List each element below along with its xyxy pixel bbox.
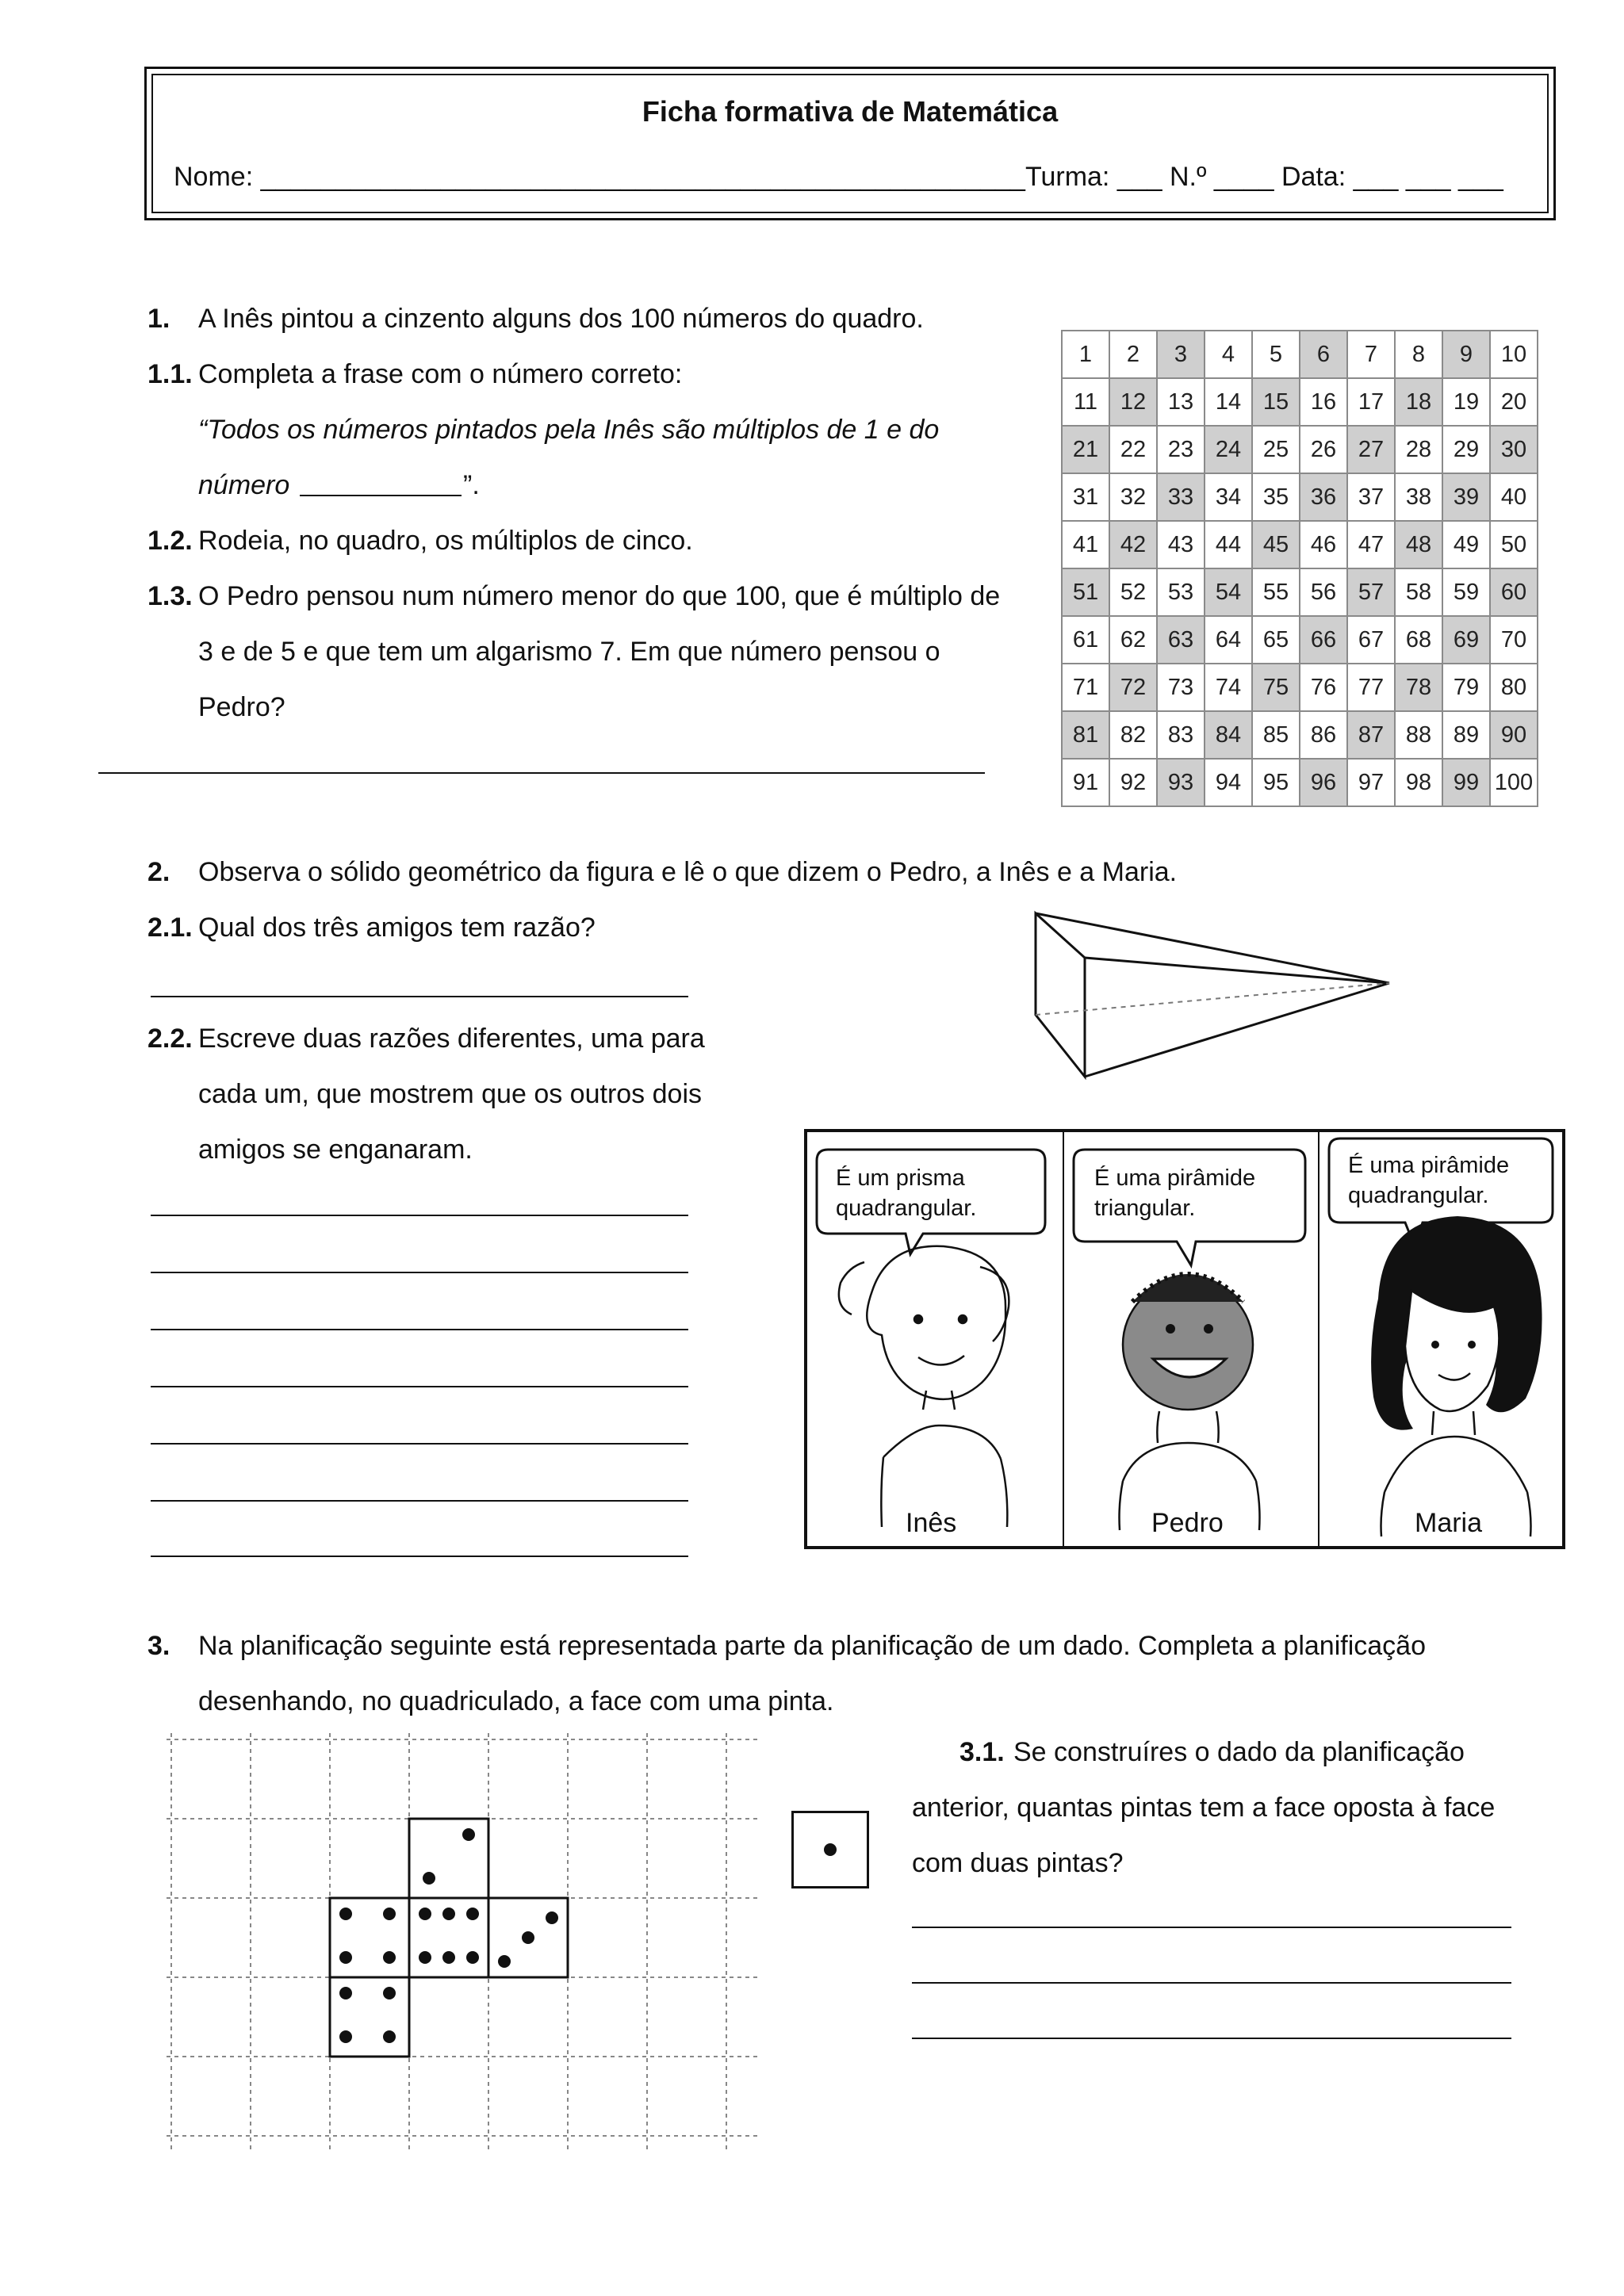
grid-cell[interactable]: 98: [1395, 759, 1442, 806]
grid-cell[interactable]: 46: [1300, 521, 1347, 568]
grid-cell[interactable]: 54: [1205, 568, 1252, 616]
pip: [383, 1951, 396, 1964]
grid-cell[interactable]: 99: [1442, 759, 1490, 806]
grid-cell[interactable]: 27: [1347, 426, 1395, 473]
pip: [339, 1951, 352, 1964]
grid-cell[interactable]: 74: [1205, 664, 1252, 711]
pip: [339, 1987, 352, 1999]
q2-1-text: Qual dos três amigos tem razão?: [198, 913, 596, 943]
grid-cell[interactable]: 85: [1252, 711, 1300, 759]
dice-net-faces: [330, 1819, 568, 2057]
grid-cell[interactable]: 24: [1205, 426, 1252, 473]
grid-cell[interactable]: 88: [1395, 711, 1442, 759]
pip: [462, 1828, 475, 1841]
maria-bubble-line2: quadrangular.: [1348, 1183, 1489, 1208]
grid-cell[interactable]: 42: [1109, 521, 1157, 568]
grid-cell[interactable]: 16: [1300, 378, 1347, 426]
grid-cell[interactable]: 17: [1347, 378, 1395, 426]
pedro-label: Pedro: [1151, 1508, 1224, 1538]
pip: [522, 1931, 534, 1944]
grid-cell[interactable]: 56: [1300, 568, 1347, 616]
grid-cell[interactable]: 81: [1062, 711, 1109, 759]
grid-cell[interactable]: 32: [1109, 473, 1157, 521]
grid-cell[interactable]: 93: [1157, 759, 1205, 806]
q1-3-answer-line[interactable]: [98, 772, 985, 774]
pedro-bubble-line1: É uma pirâmide: [1094, 1165, 1256, 1191]
pip: [442, 1908, 455, 1920]
grid-cell[interactable]: 76: [1300, 664, 1347, 711]
q2-2-answer-line[interactable]: [151, 1329, 688, 1330]
pip: [383, 2030, 396, 2043]
header-box: [144, 67, 1556, 220]
grid-cell[interactable]: 75: [1252, 664, 1300, 711]
q2-2-line1: Escreve duas razões diferentes, uma para: [198, 1024, 705, 1054]
grid-cell[interactable]: 9: [1442, 331, 1490, 378]
grid-cell[interactable]: 26: [1300, 426, 1347, 473]
grid-cell[interactable]: 6: [1300, 331, 1347, 378]
grid-cell[interactable]: 91: [1062, 759, 1109, 806]
worksheet-title: Ficha formativa de Matemática: [642, 95, 1059, 128]
grid-cell[interactable]: 73: [1157, 664, 1205, 711]
q1-1-answer-blank[interactable]: [300, 495, 462, 496]
grid-cell[interactable]: 44: [1205, 521, 1252, 568]
q3-1-number: 3.1.: [959, 1737, 1005, 1767]
pedro-drawing: [1120, 1274, 1260, 1530]
q2-2-line3: amigos se enganaram.: [198, 1135, 473, 1165]
grid-cell[interactable]: 53: [1157, 568, 1205, 616]
grid-cell[interactable]: 60: [1490, 568, 1538, 616]
grid-cell[interactable]: 96: [1300, 759, 1347, 806]
grid-cell[interactable]: 63: [1157, 616, 1205, 664]
pip: [419, 1951, 431, 1964]
grid-cell[interactable]: 92: [1109, 759, 1157, 806]
ines-drawing: [839, 1246, 1009, 1527]
grid-cell[interactable]: 30: [1490, 426, 1538, 473]
pedro-bubble-line2: triangular.: [1094, 1196, 1196, 1221]
q3-line1: Na planificação seguinte está representada parte da planificação de um dado. Completa a planificação: [198, 1631, 1426, 1661]
q2-1-number: 2.1.: [147, 913, 193, 943]
pip: [423, 1872, 435, 1885]
grid-cell[interactable]: 19: [1442, 378, 1490, 426]
student-info-line: Nome: ___________________________________________________Turma: ___ N.º ____ Data: ___ ___ ___: [174, 162, 1503, 192]
grid-cell[interactable]: 87: [1347, 711, 1395, 759]
q1-text: A Inês pintou a cinzento alguns dos 100 números do quadro.: [198, 304, 924, 334]
grid-cell[interactable]: 90: [1490, 711, 1538, 759]
q3-1-line2: anterior, quantas pintas tem a face oposta à face: [912, 1793, 1496, 1823]
grid-cell[interactable]: 62: [1109, 616, 1157, 664]
grid-cell[interactable]: 94: [1205, 759, 1252, 806]
maria-drawing: [1371, 1216, 1542, 1536]
q2-2-answer-line[interactable]: [151, 1500, 688, 1502]
grid-cell[interactable]: 3: [1157, 331, 1205, 378]
grid-cell[interactable]: 69: [1442, 616, 1490, 664]
q3-1-answer-line[interactable]: [912, 2038, 1511, 2039]
grid-cell[interactable]: 23: [1157, 426, 1205, 473]
q2-1-answer-line[interactable]: [151, 996, 688, 997]
q1-1-quote-line1: “Todos os números pintados pela Inês são múltiplos de 1 e do: [198, 415, 940, 445]
grid-cell[interactable]: 78: [1395, 664, 1442, 711]
q1-1-quote-word: número: [198, 470, 290, 500]
grid-cell[interactable]: 5: [1252, 331, 1300, 378]
grid-cell[interactable]: 36: [1300, 473, 1347, 521]
q1-3-line1: O Pedro pensou num número menor do que 100, que é múltiplo de: [198, 581, 1001, 611]
q3-number: 3.: [147, 1631, 170, 1661]
pip: [383, 1908, 396, 1920]
pip: [383, 1987, 396, 1999]
grid-cell[interactable]: 72: [1109, 664, 1157, 711]
q2-text: Observa o sólido geométrico da figura e lê o que dizem o Pedro, a Inês e a Maria.: [198, 857, 1178, 887]
grid-cell[interactable]: 82: [1109, 711, 1157, 759]
grid-cell[interactable]: 67: [1347, 616, 1395, 664]
pip: [419, 1908, 431, 1920]
grid-cell[interactable]: 48: [1395, 521, 1442, 568]
q2-number: 2.: [147, 857, 170, 887]
grid-cell[interactable]: 29: [1442, 426, 1490, 473]
grid-cell[interactable]: 52: [1109, 568, 1157, 616]
q1-1-number: 1.1.: [147, 359, 193, 389]
ines-bubble-line2: quadrangular.: [836, 1196, 977, 1221]
grid-cell[interactable]: 80: [1490, 664, 1538, 711]
q1-3-number: 1.3.: [147, 581, 193, 611]
grid-cell[interactable]: 14: [1205, 378, 1252, 426]
grid-cell[interactable]: 57: [1347, 568, 1395, 616]
grid-cell[interactable]: 31: [1062, 473, 1109, 521]
q2-2-number: 2.2.: [147, 1024, 193, 1054]
pip: [498, 1955, 511, 1968]
q2-2-line2: cada um, que mostrem que os outros dois: [198, 1079, 702, 1109]
die-face-two: [409, 1819, 488, 1898]
q2-2-answer-line[interactable]: [151, 1215, 688, 1216]
grid-cell[interactable]: 39: [1442, 473, 1490, 521]
q2-2-answer-line[interactable]: [151, 1386, 688, 1387]
grid-cell[interactable]: 71: [1062, 664, 1109, 711]
grid-cell[interactable]: 49: [1442, 521, 1490, 568]
grid-cell[interactable]: 89: [1442, 711, 1490, 759]
grid-cell[interactable]: 40: [1490, 473, 1538, 521]
grid-cell[interactable]: 68: [1395, 616, 1442, 664]
q1-1-quote-end: ”.: [463, 470, 480, 500]
grid-cell[interactable]: 33: [1157, 473, 1205, 521]
grid-cell[interactable]: 95: [1252, 759, 1300, 806]
grid-cell[interactable]: 61: [1062, 616, 1109, 664]
q1-2-text: Rodeia, no quadro, os múltiplos de cinco.: [198, 526, 693, 556]
pip: [546, 1911, 558, 1924]
q3-1-answer-line[interactable]: [912, 1982, 1511, 1984]
maria-label: Maria: [1415, 1508, 1483, 1538]
grid-cell[interactable]: 15: [1252, 378, 1300, 426]
ines-bubble-line1: É um prisma: [836, 1165, 965, 1191]
grid-cell[interactable]: 47: [1347, 521, 1395, 568]
pip: [442, 1951, 455, 1964]
q2-2-answer-line[interactable]: [151, 1272, 688, 1273]
grid-cell[interactable]: 37: [1347, 473, 1395, 521]
dice-net-grid[interactable]: [167, 1733, 766, 2161]
grid-cell[interactable]: 21: [1062, 426, 1109, 473]
grid-cell[interactable]: 100: [1490, 759, 1538, 806]
grid-cell[interactable]: 97: [1347, 759, 1395, 806]
q2-2-answer-line[interactable]: [151, 1443, 688, 1445]
grid-cell[interactable]: 4: [1205, 331, 1252, 378]
q3-1-line3: com duas pintas?: [912, 1848, 1124, 1878]
pip: [466, 1951, 479, 1964]
grid-cell[interactable]: 41: [1062, 521, 1109, 568]
pip: [339, 1908, 352, 1920]
grid-cell[interactable]: 28: [1395, 426, 1442, 473]
grid-cell[interactable]: 25: [1252, 426, 1300, 473]
grid-cell[interactable]: 50: [1490, 521, 1538, 568]
q1-3-line3: Pedro?: [198, 692, 285, 722]
grid-cell[interactable]: 20: [1490, 378, 1538, 426]
grid-cell[interactable]: 55: [1252, 568, 1300, 616]
grid-cell[interactable]: 13: [1157, 378, 1205, 426]
grid-cell[interactable]: 83: [1157, 711, 1205, 759]
q3-line2: desenhando, no quadriculado, a face com uma pinta.: [198, 1686, 834, 1716]
grid-cell[interactable]: 38: [1395, 473, 1442, 521]
q1-3-line2: 3 e de 5 e que tem um algarismo 7. Em que número pensou o: [198, 637, 940, 667]
die-face-one-pip: [791, 1811, 869, 1888]
q2-2-answer-line[interactable]: [151, 1556, 688, 1557]
triangular-prism-figure: [1023, 904, 1404, 1086]
q1-1-text: Completa a frase com o número correto:: [198, 359, 683, 389]
grid-cell[interactable]: 2: [1109, 331, 1157, 378]
grid-cell[interactable]: 18: [1395, 378, 1442, 426]
hundred-chart: [1061, 330, 1538, 807]
pip: [466, 1908, 479, 1920]
maria-bubble-line1: É uma pirâmide: [1348, 1153, 1510, 1178]
q1-2-number: 1.2.: [147, 526, 193, 556]
grid-cell[interactable]: 11: [1062, 378, 1109, 426]
q3-1-answer-line[interactable]: [912, 1927, 1511, 1928]
grid-cell[interactable]: 1: [1062, 331, 1109, 378]
grid-cell[interactable]: 35: [1252, 473, 1300, 521]
grid-cell[interactable]: 8: [1395, 331, 1442, 378]
pip: [824, 1843, 837, 1856]
grid-cell[interactable]: 22: [1109, 426, 1157, 473]
grid-cell[interactable]: 45: [1252, 521, 1300, 568]
grid-cell[interactable]: 70: [1490, 616, 1538, 664]
grid-cell[interactable]: 84: [1205, 711, 1252, 759]
pip: [339, 2030, 352, 2043]
grid-cell[interactable]: 58: [1395, 568, 1442, 616]
comic-strip: [804, 1129, 1565, 1549]
grid-cell[interactable]: 59: [1442, 568, 1490, 616]
grid-cell[interactable]: 7: [1347, 331, 1395, 378]
grid-cell[interactable]: 12: [1109, 378, 1157, 426]
q3-1-line1: Se construíres o dado da planificação: [1013, 1737, 1465, 1767]
grid-cell[interactable]: 34: [1205, 473, 1252, 521]
grid-cell[interactable]: 65: [1252, 616, 1300, 664]
grid-cell[interactable]: 51: [1062, 568, 1109, 616]
grid-cell[interactable]: 86: [1300, 711, 1347, 759]
q1-number: 1.: [147, 304, 170, 334]
grid-cell[interactable]: 43: [1157, 521, 1205, 568]
grid-cell[interactable]: 10: [1490, 331, 1538, 378]
grid-cell[interactable]: 77: [1347, 664, 1395, 711]
ines-label: Inês: [906, 1508, 957, 1538]
grid-cell[interactable]: 79: [1442, 664, 1490, 711]
grid-cell[interactable]: 66: [1300, 616, 1347, 664]
grid-cell[interactable]: 64: [1205, 616, 1252, 664]
